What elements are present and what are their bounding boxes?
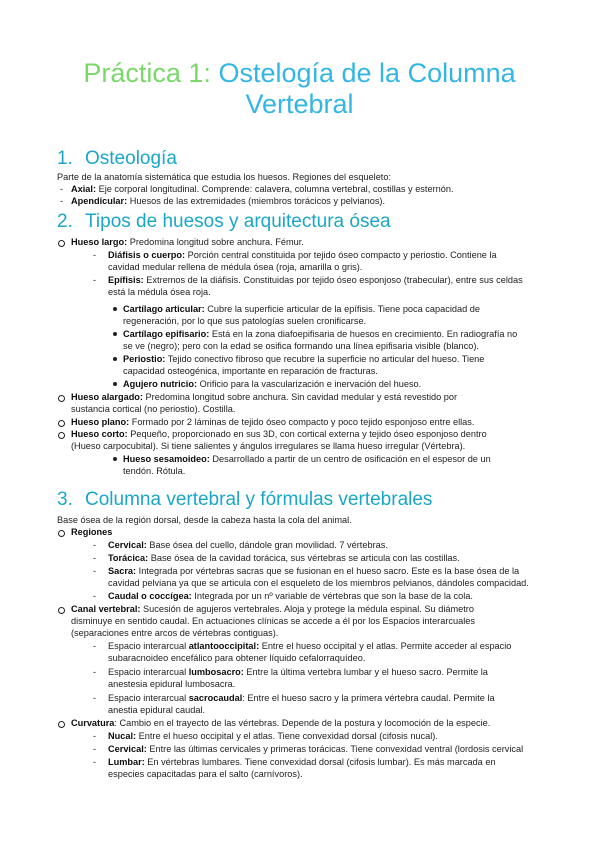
list-item-cont: subaracnoideo encefálico para obtener líquido cefalorraquídeo. (108, 653, 366, 663)
list-item: Espacio interarcual sacrocaudal: Entre el hueso sacro y la primera vértebra caudal. Permite la (108, 693, 495, 703)
circle-bullet (58, 530, 65, 537)
section-3-heading: 3. Columna vertebral y fórmulas vertebrales (57, 489, 433, 510)
s1-intro: Parte de la anatomía sistemática que estudia los huesos. Regiones del esqueleto: (57, 172, 392, 182)
dash-bullet: - (93, 757, 96, 767)
s3-intro: Base ósea de la región dorsal, desde la cabeza hasta la cola del animal. (57, 515, 352, 525)
title-part1: Práctica 1: (83, 58, 211, 88)
list-item-cont: disminuye en sentido caudal. En actuaciones clínicas se accede a él por los Espacios interarcuales (71, 616, 475, 626)
list-item: Cartílago articular: Cubre la superficie articular de la epífisis. Tiene poca capacidad de (123, 304, 480, 314)
list-item: Lumbar: En vértebras lumbares. Tiene convexidad dorsal (cifosis lumbar). Es más marcada en (108, 757, 496, 767)
dot-bullet (113, 357, 117, 361)
list-item: Hueso corto: Pequeño, proporcionado en sus 3D, con cortical externa y tejido óseo esponjoso dentro (71, 429, 487, 439)
dash-bullet: - (93, 744, 96, 754)
dash-bullet: - (93, 693, 96, 703)
dash-bullet: - (60, 196, 63, 206)
list-item-cont: tendón. Rótula. (123, 466, 186, 476)
list-item: Apendicular: Huesos de las extremidades (miembros torácicos y pelvianos). (71, 196, 386, 206)
dash-bullet: - (93, 667, 96, 677)
circle-bullet (58, 395, 65, 402)
list-item: Curvatura: Cambio en el trayecto de las vértebras. Depende de la postura y locomoción de la especie. (71, 718, 491, 728)
list-item: Caudal o coccígea: Integrada por un nº variable de vértebras que son la base de la cola. (108, 591, 473, 601)
list-item: Hueso sesamoideo: Desarrollado a partir de un centro de osificación en el espesor de un (123, 454, 491, 464)
list-item: Periostio: Tejido conectivo fibroso que recubre la superficie no articular del hueso. Tiene (123, 354, 485, 364)
list-item-cont: especies capacitadas para el salto (carnívoros). (108, 769, 303, 779)
dash-bullet: - (93, 250, 96, 260)
list-item-cont: cavidad pelviana ya que se articula con el esqueleto de los miembros pelvianos, dándoles compacidad. (108, 578, 529, 588)
list-item: Hueso largo: Predomina longitud sobre anchura. Fémur. (71, 237, 304, 247)
list-item-cont: (separaciones entre arcos de vértebras contiguas). (71, 628, 279, 638)
circle-bullet (58, 420, 65, 427)
list-item: Diáfisis o cuerpo: Porción central constituida por tejido óseo compacto y periostio. Contiene la (108, 250, 497, 260)
dash-bullet: - (93, 566, 96, 576)
dot-bullet (113, 332, 117, 336)
section-1-heading: 1. Osteología (57, 148, 177, 169)
list-item-cont: anestia epidural caudal. (108, 705, 206, 715)
section-2-heading: 2. Tipos de huesos y arquitectura ósea (57, 211, 391, 232)
dash-bullet: - (93, 591, 96, 601)
circle-bullet (58, 240, 65, 247)
list-item: Espacio interarcual lumbosacro: Entre la última vertebra lumbar y el hueso sacro. Permite la (108, 667, 488, 677)
list-item-cont: sustancia cortical (no periostio). Costilla. (71, 404, 236, 414)
list-item: Sacra: Integrada por vértebras sacras que se fusionan en el hueso sacro. Este es la base ósea de la (108, 566, 520, 576)
dash-bullet: - (93, 275, 96, 285)
list-item: Axial: Eje corporal longitudinal. Comprende: calavera, columna vertebral, costillas y esternón. (71, 184, 454, 194)
list-item-cont: (Hueso carpocubital). Si tiene salientes y ángulos irregulares se llama hueso irregular (Vértebra). (71, 441, 466, 451)
list-item-cont: capacidad osteogénica, importante en reparación de fracturas. (123, 366, 378, 376)
list-item: Torácica: Base ósea de la cavidad torácica, sus vértebras se articula con las costillas. (108, 553, 460, 563)
list-item-cont: está la médula ósea roja. (108, 287, 211, 297)
dash-bullet: - (60, 184, 63, 194)
list-item: Agujero nutricio: Orificio para la vascularización e inervación del hueso. (123, 379, 422, 389)
dash-bullet: - (93, 731, 96, 741)
dot-bullet (113, 457, 117, 461)
list-item: Cervical: Entre las últimas cervicales y primeras torácicas. Tiene convexidad ventral (lordosis cervical (108, 744, 524, 754)
list-item-cont: regeneración, por lo que sus patologías suelen cronificarse. (123, 316, 367, 326)
dash-bullet: - (93, 540, 96, 550)
list-item-cont: se ve (negro); pero con la edad se osifica formando una línea epifisaria visible (blanco). (123, 341, 479, 351)
list-item: Cervical: Base ósea del cuello, dándole gran movilidad. 7 vértebras. (108, 540, 388, 550)
list-item: Cartílago epifisario: Está en la zona diafoepifisaria de huesos en crecimiento. En radiografía no (123, 329, 518, 339)
circle-bullet (58, 721, 65, 728)
list-item: Nucal: Entre el hueso occipital y el atlas. Tiene convexidad dorsal (cifosis nucal). (108, 731, 438, 741)
list-item: Hueso alargado: Predomina longitud sobre anchura. Sin cavidad medular y está revestido por (71, 392, 458, 402)
circle-bullet (58, 432, 65, 439)
title-part2: Ostelogía de la Columna Vertebral (218, 58, 516, 119)
dash-bullet: - (93, 641, 96, 651)
list-item: Hueso plano: Formado por 2 láminas de tejido óseo compacto y poco tejido esponjoso entre ellas. (71, 417, 475, 427)
list-item: Regiones (71, 527, 113, 537)
dash-bullet: - (93, 553, 96, 563)
dot-bullet (113, 382, 117, 386)
list-item-cont: cavidad medular rellena de médula ósea (roja, amarilla o gris). (108, 262, 363, 272)
page-title (0, 58, 599, 120)
circle-bullet (58, 607, 65, 614)
dot-bullet (113, 307, 117, 311)
list-item-cont: anestesia epidural lumbosacra. (108, 679, 236, 689)
list-item: Epífisis: Extremos de la diáfisis. Constituidas por tejido óseo esponjoso (trabecular), entre sus celdas (108, 275, 523, 285)
list-item: Canal vertebral: Sucesión de agujeros vertebrales. Aloja y protege la médula espinal. Su diámetro (71, 604, 474, 614)
list-item: Espacio interarcual atlantooccipital: Entre el hueso occipital y el atlas. Permite acceder al espacio (108, 641, 512, 651)
